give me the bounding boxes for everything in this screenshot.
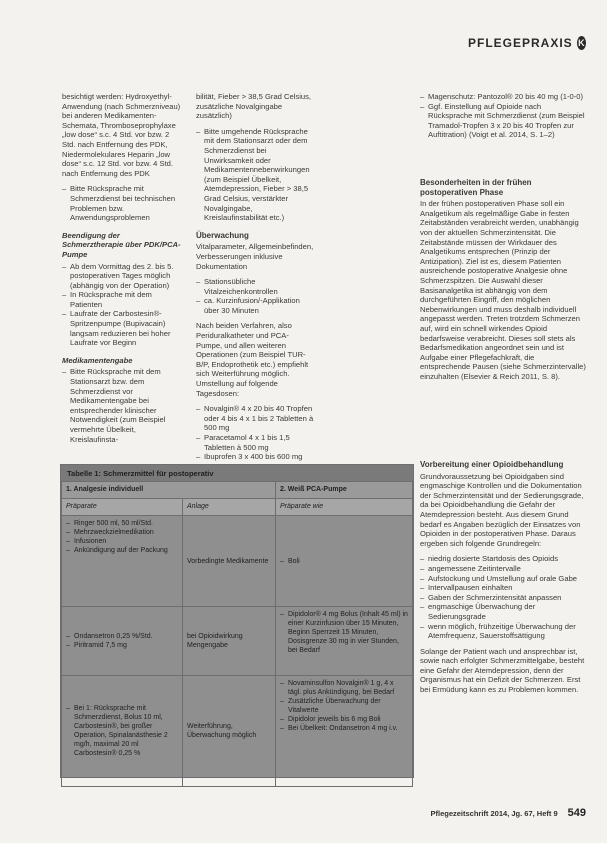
table-cell: bei Opioidwirkung Mengengabe xyxy=(183,607,276,676)
cell-list xyxy=(66,704,178,758)
medication-table xyxy=(60,464,414,778)
column-header: Anlage xyxy=(183,499,276,516)
column-header: Präparate wie xyxy=(276,499,413,516)
cell-list xyxy=(280,557,408,566)
paragraph: bilität, Fieber > 38,5 Grad Celsius, zusätzliche Novalgingabe zusätzlich) xyxy=(196,92,312,121)
table-row xyxy=(62,607,413,676)
text-column-4 xyxy=(420,170,586,387)
table-group-header: 2. Weiß PCA-Pumpe xyxy=(276,482,413,499)
bullet-list xyxy=(420,92,586,140)
list-item: – Ibuprofen 3 x 400 bis 600 mg xyxy=(196,452,314,462)
column-header: Präparate xyxy=(62,499,183,516)
text-column-2 xyxy=(196,92,314,468)
list-item: – wenn möglich, frühzeitige Überwachung der Atemfrequenz, Sauerstoffsättigung xyxy=(420,622,586,641)
list-item: – Dipidolor jeweils bis 6 mg Boli xyxy=(280,715,408,724)
list-item: – Piritramid 7,5 mg xyxy=(66,641,178,650)
paragraph: In der frühen postoperativen Phase soll ein Analgetikum als regelmäßige Gabe in festen Zeitabständen verabreicht werden, unabhängig von der aktuellen Schmerzintensität. Die Zeitabstände müssen der Wirkdauer des Analgetikums entsprechen (Prinzip der Antizipation). Ziel ist es, diesem Patienten ausreichende postoperative Analgesie ohne Schmerzspitzen. Die Auswahl dieser Basisanalgetika ist abhängig von dem durchgeführten Eingriff, den möglichen Nebenwirkungen und muss deshalb individuell angepasst werden. Treten trotzdem Schmerzen auf, wird ein schnell wirkendes Opioid bedarfsweise verabreicht. Dieses soll stets als Bedarfsmedikation angeordnet sein und ist Aufgabe einer Pflegefachkraft, die entsprechende Pausen (siehe Schmerzintervalle) einzuhalten (Elsevier & Reich 2011, S. 8). xyxy=(420,199,586,381)
table-header-row xyxy=(62,499,413,516)
paragraph: Nach beiden Verfahren, also Periduralkatheter und PCA-Pumpe, und allen weiteren Operationen (zum Beispiel TUR-B/P, Endoprothetik etc.) empfiehlt sich Weiterführung möglich. Umstellung auf folgende Tagesdosen: xyxy=(196,321,309,398)
table-row xyxy=(62,516,413,607)
table-cell: Weiterführung, Überwachung möglich xyxy=(183,676,276,787)
subheading: Besonderheiten in der frühen postoperativen Phase xyxy=(420,178,532,197)
list-item: – Zusätzliche Überwachung der Vitalwerte xyxy=(280,697,408,715)
list-item: – Infusionen xyxy=(66,537,178,546)
table-group-header: 1. Analgesie individuell xyxy=(62,482,276,499)
list-item: – Ab dem Vormittag des 2. bis 5. postoperativen Tages möglich (abhängig von der Operation) xyxy=(62,262,182,291)
bullet-list xyxy=(196,404,314,462)
paragraph: Solange der Patient wach und ansprechbar ist, sowie nach erfolgter Schmerzmittelgabe, besteht eine Gefahr der Atemdepression, denn der Organismus hat ein Defizit der Schmerzen. Erst bei Ermüdung kann es zu Problemen kommen. xyxy=(420,646,585,695)
journal-logo-icon: K xyxy=(578,38,585,48)
list-item: – ca. Kurzinfusion/-Applikation über 30 Minuten xyxy=(196,296,314,315)
cell-list xyxy=(280,679,408,733)
section-title: PFLEGEPRAXIS xyxy=(468,36,573,50)
list-item: – Aufstockung und Umstellung auf orale Gabe xyxy=(420,574,586,584)
cell-list xyxy=(66,632,178,650)
list-item: – Ringer 500 ml, 50 ml/Std. xyxy=(66,519,178,528)
subheading: Beendigung der Schmerztherapie über PDK/PCA-Pumpe xyxy=(62,230,181,259)
list-item: – Gaben der Schmerzintensität anpassen xyxy=(420,593,586,603)
page-number: 549 xyxy=(567,807,586,819)
list-item: – Bitte umgehende Rücksprache mit dem Stationsarzt oder dem Schmerzdienst bei Unwirksamkeit oder Medikamentennebenwirkungen (zum Beispiel Übelkeit, Atemdepression, Fieber > 38,5 Grad Celsius, verstärkter Novalgingabe, Kreislaufinstabilität etc.) xyxy=(196,127,314,223)
list-item: – angemessene Zeitintervalle xyxy=(420,564,586,574)
list-item: – Bitte Rücksprache mit Schmerzdienst bei technischen Problemen bzw. Anwendungsproblemen xyxy=(62,184,182,222)
list-item: – Magenschutz: Pantozol® 20 bis 40 mg (1-0-0) xyxy=(420,92,586,102)
list-item: – Stationsübliche Vitalzeichenkontrollen xyxy=(196,277,314,296)
table-title: Tabelle 1: Schmerzmittel für postoperativ xyxy=(61,465,413,481)
table-grid xyxy=(61,481,413,787)
page-footer xyxy=(380,806,586,820)
running-header xyxy=(468,34,586,52)
list-item: – Dipidolor® 4 mg Bolus (Inhalt 45 ml) in einer Kurzinfusion über 15 Minuten, Beginn Sperrzeit 15 Minuten, Dosisgrenze 30 mg in vier Stunden, bei Bedarf xyxy=(280,610,408,655)
text-column-4-lower xyxy=(420,452,586,701)
subheading: Vorbereitung einer Opioidbehandlung xyxy=(420,460,564,469)
list-item: – engmaschige Überwachung der Sedierungsgrade xyxy=(420,602,586,621)
list-item: – niedrig dosierte Startdosis des Opioids xyxy=(420,554,586,564)
cell-list xyxy=(280,610,408,655)
table-cell xyxy=(62,676,183,787)
paragraph: besichtigt werden: Hydroxyethyl-Anwendung (nach Schmerzniveau) bei anderen Medikamenten-Schemata, Thromboseprophylaxe „low dose“ s.c. 4 Std. vor bzw. 2 Std. nach Entfernung des PDK, Niedermolekulares Heparin „low dose“ s.c. 12 Std. vor bzw. 4 Std. nach Entfernung des PDK xyxy=(62,92,181,178)
list-item: – Mehrzweckzielmedikation xyxy=(66,528,178,537)
bullet-list xyxy=(62,367,182,444)
list-item: – Ggf. Einstellung auf Opioide nach Rücksprache mit Schmerzdienst (zum Beispiel Tramadol-Tropfen 3 x 20 bis 40 Tropfen zur Auftitration) (Voigt et al. 2014, S. 1–2) xyxy=(420,102,586,140)
list-item: – Paracetamol 4 x 1 bis 1,5 Tabletten à 500 mg xyxy=(196,433,314,452)
table-row xyxy=(62,676,413,787)
list-item: – Ankündigung auf der Packung xyxy=(66,546,178,555)
list-item: – In Rücksprache mit dem Patienten xyxy=(62,290,182,309)
list-item: – Intervallpausen einhalten xyxy=(420,583,586,593)
list-item: – Novaminsulfon Novalgin® 1 g, 4 x tägl. plus Ankündigung, bei Bedarf xyxy=(280,679,408,697)
cell-list xyxy=(66,519,178,555)
text-column-3 xyxy=(420,92,586,146)
list-item: – Laufrate der Carbostesin®-Spritzenpumpe (Bupivacain) langsam reduzieren bei hoher Laufrate vor Beginn xyxy=(62,309,182,347)
table-cell xyxy=(276,607,413,676)
list-item: – Novalgin® 4 x 20 bis 40 Tropfen oder 4 bis 4 x 1 bis 2 Tabletten à 500 mg xyxy=(196,404,314,433)
table-cell: Vorbedingte Medikamente xyxy=(183,516,276,607)
list-item: – Bei Übelkeit: Ondansetron 4 mg i.v. xyxy=(280,724,408,733)
list-item: – Ondansetron 0,25 %/Std. xyxy=(66,632,178,641)
bullet-list xyxy=(62,184,182,222)
bullet-list xyxy=(420,554,586,640)
table-cell xyxy=(276,516,413,607)
journal-citation: Pflegezeitschrift 2014, Jg. 67, Heft 9 xyxy=(430,808,558,818)
paragraph: Grundvoraussetzung bei Opioidgaben sind engmaschige Kontrollen und die Dokumentation der Schmerzintensität und der Sedierungsgrade, da bei Opioidbehandlung die Gefahr der Atemdepression besteht. Aus diesem Grund bedarf es Angaben bezüglich der Einsatzes von Opioiden in der postoperativen Phase. Daraus ergeben sich folgende Grundregeln: xyxy=(420,471,584,548)
table-group-row xyxy=(62,482,413,499)
text-column-1 xyxy=(62,92,182,450)
list-item: – Boli xyxy=(280,557,408,566)
table-cell xyxy=(62,516,183,607)
subheading: Medikamentengabe xyxy=(62,355,133,365)
bullet-list xyxy=(62,262,182,348)
paragraph: Vitalparameter, Allgemeinbefinden, Verbesserungen inklusive Dokumentation xyxy=(196,242,314,271)
table-cell xyxy=(62,607,183,676)
list-item: – Bei 1: Rücksprache mit Schmerzdienst, Bolus 10 ml, Carbostesin®, bei großer Operation, Spinalanästhesie 2 mg/h, maximal 20 ml Carbostesin® 0,25 % xyxy=(66,704,178,758)
list-item: – Bitte Rücksprache mit dem Stationsarzt bzw. dem Schmerzdienst vor Medikamentengabe bei entsprechender klinischer Notwendigkeit (zum Beispiel vermehrte Übelkeit, Kreislaufinsta- xyxy=(62,367,182,444)
subheading: Überwachung xyxy=(196,230,249,240)
bullet-list xyxy=(196,277,314,315)
table-cell xyxy=(276,676,413,787)
bullet-list xyxy=(196,127,314,223)
